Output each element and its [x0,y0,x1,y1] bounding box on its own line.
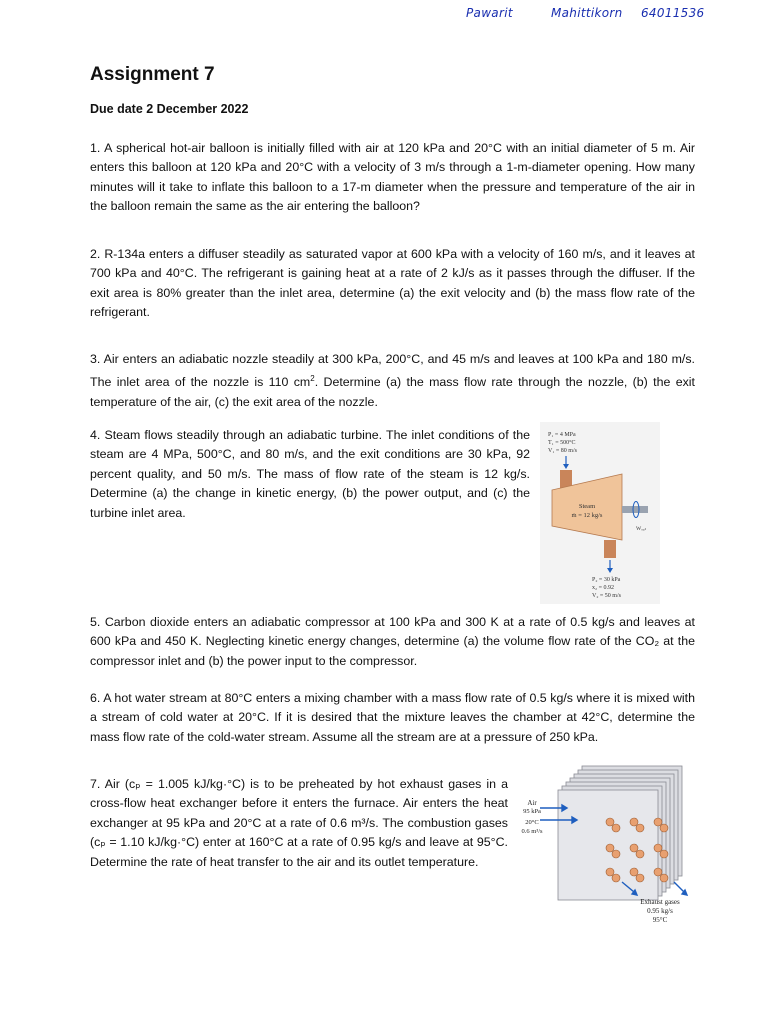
turbine-figure [540,422,660,604]
handwritten-student-id: 64011536 [641,6,705,20]
turbine-mass-flow-label: ṁ = 12 kg/s [571,512,603,519]
handwritten-last-name: Mahittikorn [551,6,623,20]
air-label: Air [527,799,537,807]
question-3-superscript: 2 [310,374,315,384]
turbine-work-label: Wₒᵤₜ [636,526,646,532]
turbine-inlet-pressure: P₁ = 4 MPa [548,432,576,438]
air-pressure-label: 95 kPa [523,808,541,815]
question-3 [90,350,695,412]
turbine-outlet-pressure: P₂ = 30 kPa [592,577,621,583]
handwritten-first-name: Pawarit [466,6,513,20]
question-4: 4. Steam flows steadily through an adiabatic turbine. The inlet conditions of the steam are 4 MPa, 500°C, and 80 m/s, and the exit conditions are 30 kPa, 92 percent quality, and 50 m/s. The mass of flow rate of the steam is 12 kg/s. Determine (a) the change in kinetic energy, (b) the power output, and (c) the turbine inlet area. [90,428,530,520]
exhaust-flow-rate-label: 0.95 kg/s [647,907,673,915]
exhaust-label: Exhaust gases [640,898,680,906]
turbine-inlet-temperature: T₁ = 500°C [548,440,576,446]
due-date: Due date 2 December 2022 [90,102,249,116]
exhaust-temperature-label: 95°C [652,916,668,924]
question-2: 2. R-134a enters a diffuser steadily as saturated vapor at 600 kPa with a velocity of 160 m/s, and it leaves at 700 kPa and 40°C. The refrigerant is gaining heat at a rate of 2 kJ/s as it passes through the diffuser. If the exit area is 80% greater than the inlet area, determine (a) the exit velocity and (b) the mass flow rate of the refrigerant. [90,247,695,320]
turbine-steam-label: Steam [578,503,596,510]
question-3-text-end: . Determine (a) the mass flow rate through the nozzle, (b) the exit temperature of the air, (c) the exit area of the nozzle. [90,375,695,409]
question-7: 7. Air (cₚ = 1.005 kJ/kg·°C) is to be preheated by hot exhaust gases in a cross-flow heat exchanger before it enters the furnace. Air enters the heat exchanger at 95 kPa and 20°C at a rate of 0.6 m³/s. The combustion gases (cₚ = 1.10 kJ/kg·°C) enter at 160°C at a rate of 0.95 kg/s and leave at 95°C. Determine the rate of heat transfer to the air and its outlet temperature. [90,777,508,869]
turbine-inlet-velocity: V₁ = 80 m/s [548,448,577,454]
air-flow-rate-label: 0.6 m³/s [521,828,543,835]
turbine-outlet-velocity: V₂ = 50 m/s [592,593,621,599]
air-temperature-label: 20°C [525,819,539,826]
question-1: 1. A spherical hot-air balloon is initially filled with air at 120 kPa and 20°C with an initial diameter of 5 m. Air enters this balloon at 120 kPa and 20°C with a velocity of 3 m/s through a 1-m-diameter opening. How many minutes will it take to inflate this balloon to a 17-m diameter when the pressure and temperature of the air in the balloon remain the same as the air entering the balloon? [90,141,695,214]
turbine-shaft [622,506,648,513]
heat-exchanger-figure [510,764,700,930]
turbine-outlet-pipe [604,540,616,558]
turbine-outlet-quality: x₂ = 0.92 [592,585,614,591]
question-5: 5. Carbon dioxide enters an adiabatic compressor at 100 kPa and 300 K at a rate of 0.5 kg/s and leaves at 600 kPa and 450 K. Neglecting kinetic energy changes, determine (a) the volume flow rate of the CO₂ at the compressor inlet and (b) the power input to the compressor. [90,615,695,668]
page-title: Assignment 7 [90,64,215,85]
question-6: 6. A hot water stream at 80°C enters a mixing chamber with a mass flow rate of 0.5 kg/s where it is mixed with a stream of cold water at 20°C. If it is desired that the mixture leaves the chamber at 42°C, determine the mass flow rate of the cold-water stream. Assume all the stream are at a pressure of 250 kPa. [90,691,695,744]
question-3-text: 3. Air enters an adiabatic nozzle steadily at 300 kPa, 200°C, and 45 m/s and leaves at 100 kPa and 180 m/s. The inlet area of the nozzle is 110 cm [90,352,695,390]
